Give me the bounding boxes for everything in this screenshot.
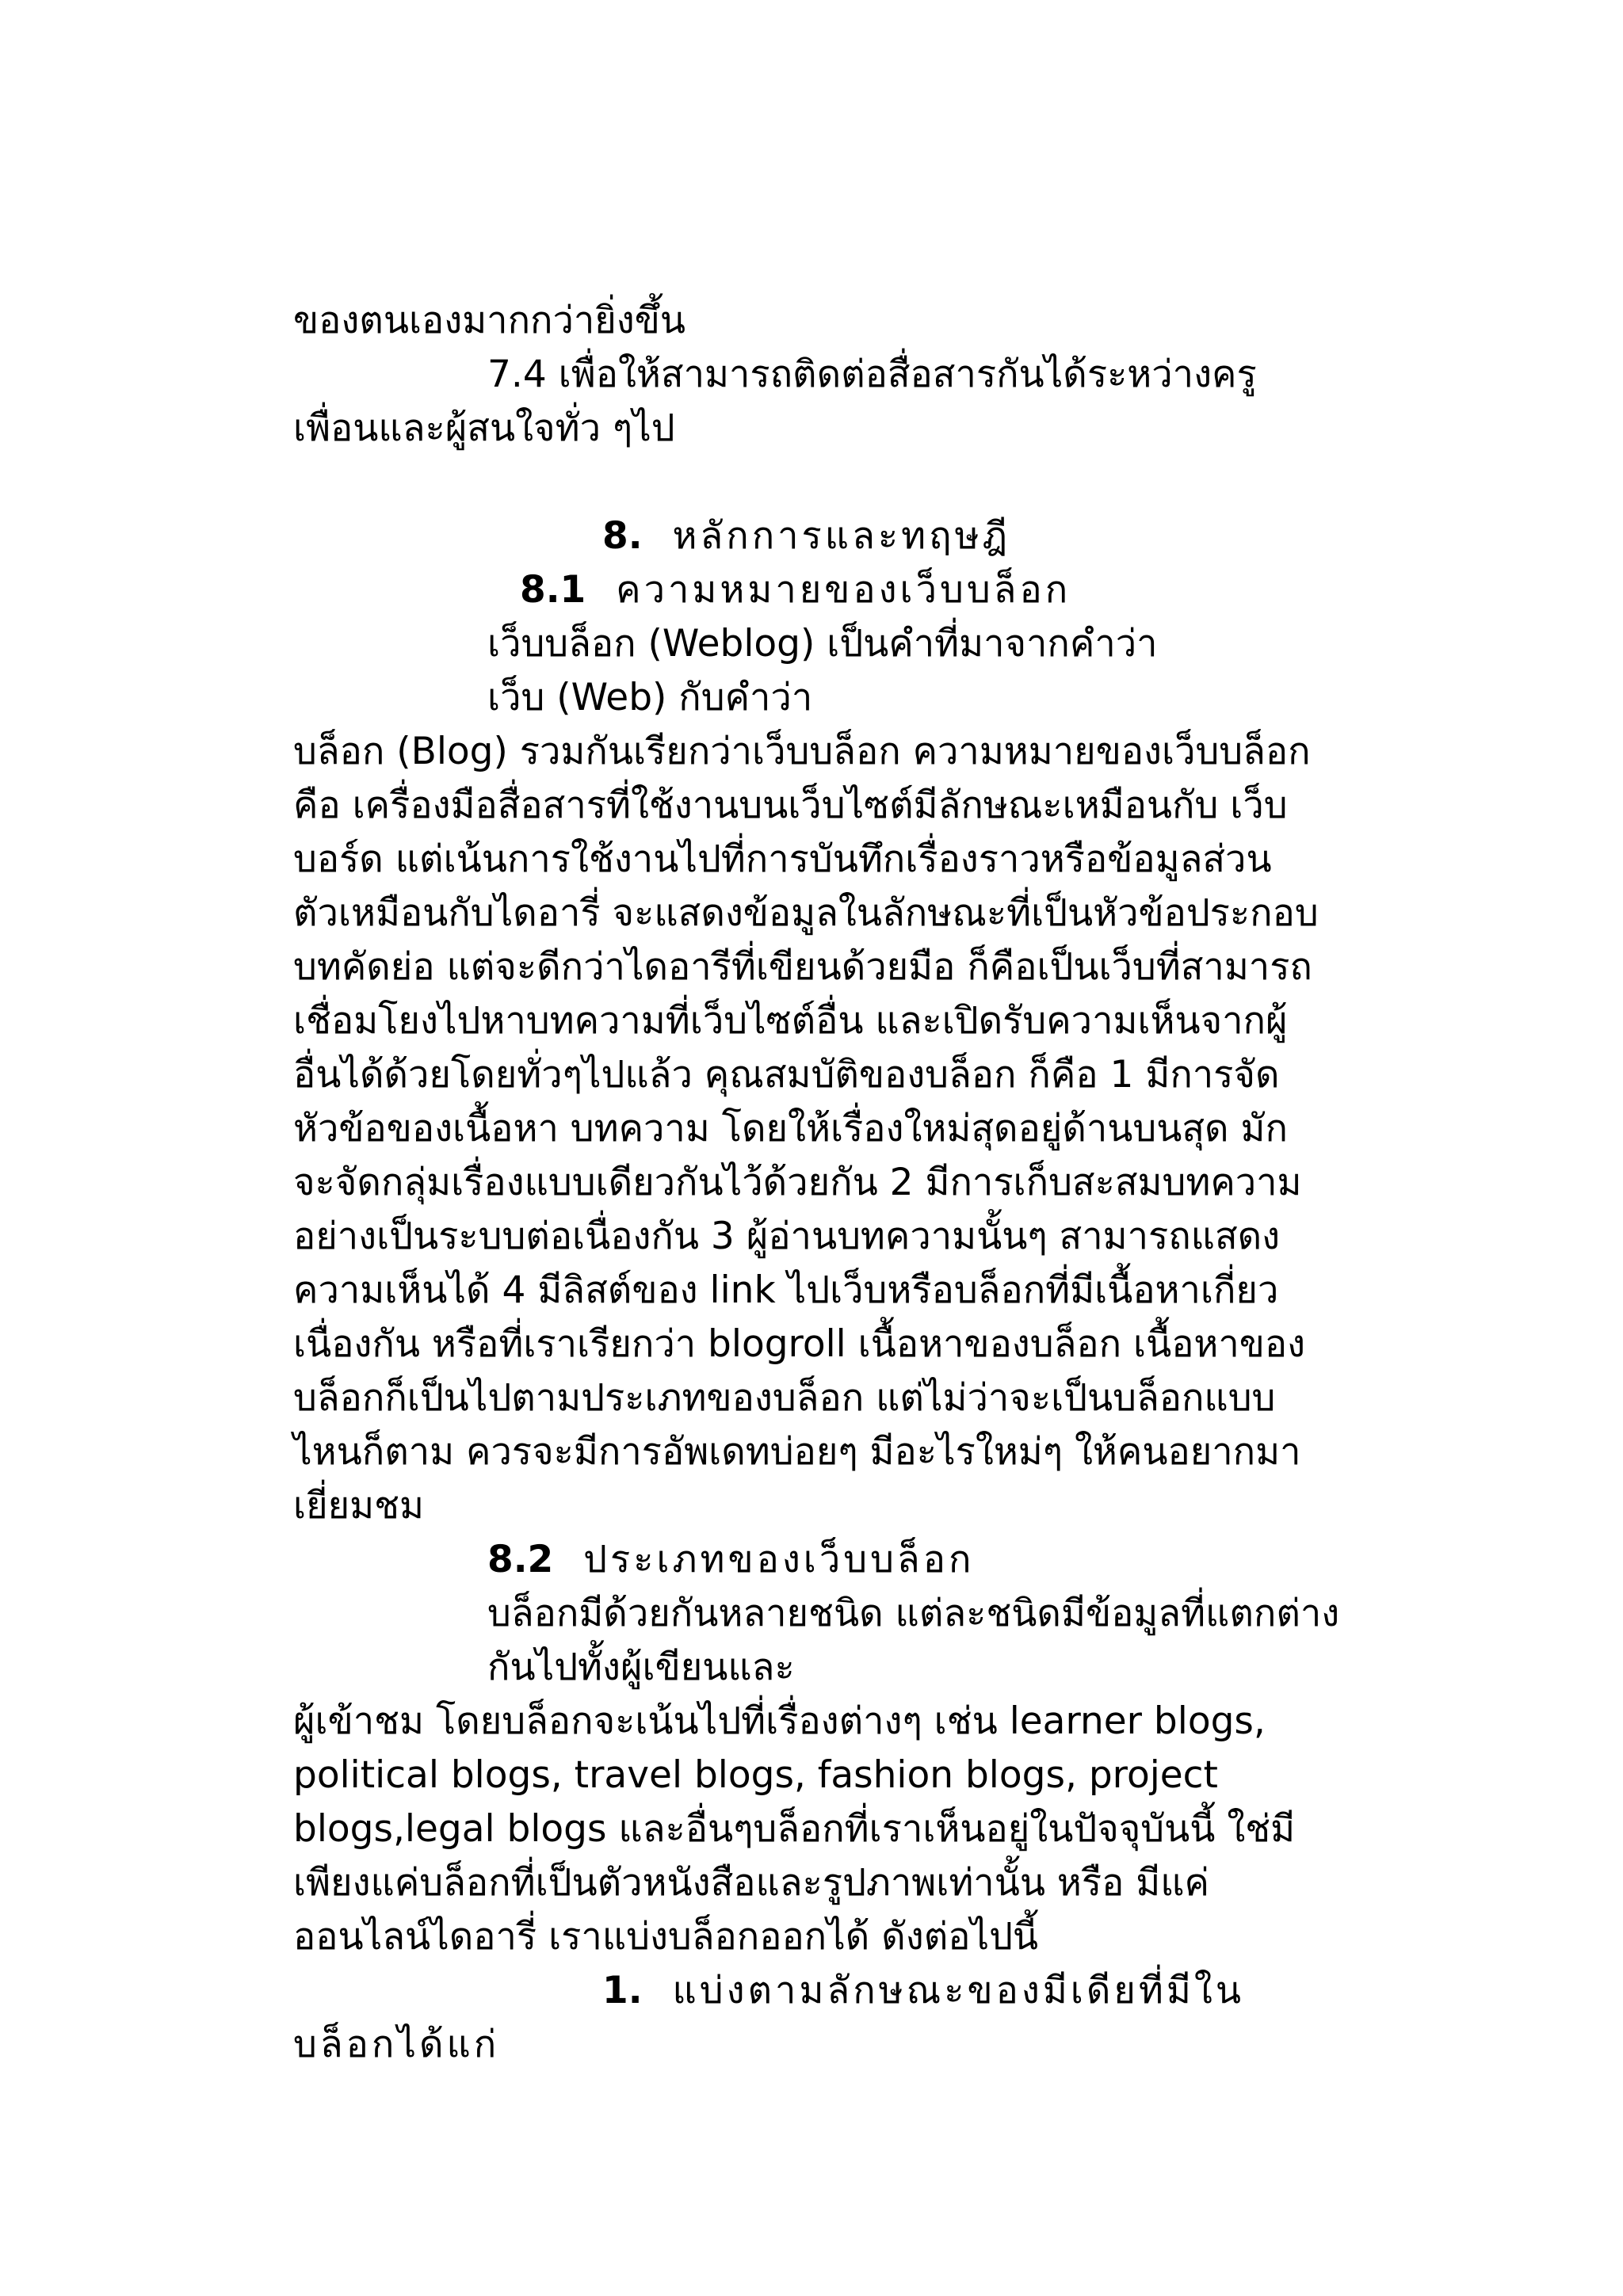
text-line: บล็อก (Blog) รวมกันเรียกว่าเว็บบล็อก ความหมายของเว็บบล็อก (293, 730, 1311, 773)
subsection-heading (487, 1534, 974, 1586)
heading-number: 8.1 (520, 568, 586, 612)
text-line: บล็อกก็เป็นไปตามประเภทของบล็อก แต่ไม่ว่าจะเป็นบล็อกแบบ (293, 1376, 1276, 1420)
heading-number: 8. (602, 514, 643, 558)
heading-title: ความหมายของเว็บบล็อก (616, 568, 1071, 612)
heading-number: 8.2 (487, 1538, 554, 1581)
heading-title: ประเภทของเว็บบล็อก (583, 1538, 975, 1581)
text-line: หัวข้อของเนื้อหา บทความ โดยให้เรื่องใหม่สุดอยู่ด้านบนสุด มัก (293, 1107, 1288, 1150)
text-line: ตัวเหมือนกับไดอารี่ จะแสดงข้อมูลในลักษณะที่เป็นหัวข้อประกอบ (293, 891, 1319, 935)
text-line: อื่นได้ด้วยโดยทั่วๆไปแล้ว คุณสมบัติของบล็อก ก็คือ 1 มีการจัด (293, 1053, 1280, 1097)
text-line: กันไปทั้งผู้เขียนและ (487, 1646, 795, 1689)
text-line: blogs,legal blogs และอื่นๆบล็อกที่เราเห็นอยู่ในปัจจุบันนี้ ใช่มี (293, 1807, 1296, 1851)
text-line: ของตนเองมากกว่ายิ่งขึ้น (293, 299, 686, 342)
text-line: ออนไลน์ไดอารี่ เราแบ่งบล็อกออกได้ ดังต่อไปนี้ (293, 1915, 1039, 1958)
list-heading (602, 1965, 1244, 2017)
heading-title: หลักการและทฤษฎี (672, 514, 1011, 558)
text-line: ผู้เข้าชม โดยบล็อกจะเน้นไปที่เรื่องต่างๆ เช่น learner blogs, (293, 1699, 1266, 1743)
list-title: แบ่งตามลักษณะของมีเดียที่มีใน (672, 1969, 1244, 2012)
text-line: เว็บ (Web) กับคำว่า (487, 676, 813, 719)
text-line: political blogs, travel blogs, fashion blogs, project (293, 1753, 1218, 1797)
text-line: ไหนก็ตาม ควรจะมีการอัพเดทบ่อยๆ มีอะไรใหม่ๆ ให้คนอยากมา (293, 1430, 1301, 1474)
text-line: เพื่อนและผู้สนใจทั่ว ๆไป (293, 406, 675, 450)
text-line: 7.4 เพื่อให้สามารถติดต่อสื่อสารกันได้ระหว่างครู (487, 353, 1257, 396)
text-line: อย่างเป็นระบบต่อเนื่องกัน 3 ผู้อ่านบทความนั้นๆ สามารถแสดง (293, 1215, 1281, 1258)
text-line: คือ เครื่องมือสื่อสารที่ใช้งานบนเว็บไซต์มีลักษณะเหมือนกับ เว็บ (293, 784, 1288, 827)
text-line: เยี่ยมชม (293, 1484, 425, 1527)
text-line: บล็อกมีด้วยกันหลายชนิด แต่ละชนิดมีข้อมูลที่แตกต่าง (487, 1592, 1340, 1635)
text-line: จะจัดกลุ่มเรื่องแบบเดียวกันไว้ด้วยกัน 2 มีการเก็บสะสมบทความ (293, 1161, 1302, 1204)
text-line: ความเห็นได้ 4 มีลิสต์ของ link ไปเว็บหรือบล็อกที่มีเนื้อหาเกี่ยว (293, 1268, 1279, 1312)
list-number: 1. (602, 1969, 643, 2012)
text-line: เชื่อมโยงไปหาบทความที่เว็บไซต์อื่น และเปิดรับความเห็นจากผู้ (293, 999, 1288, 1043)
subsection-heading (520, 564, 1071, 616)
text-line: เนื่องกัน หรือที่เราเรียกว่า blogroll เนื้อหาของบล็อก เนื้อหาของ (293, 1322, 1306, 1366)
text-line: เพียงแค่บล็อกที่เป็นตัวหนังสือและรูปภาพเท่านั้น หรือ มีแค่ (293, 1861, 1209, 1905)
text-line: บอร์ด แต่เน้นการใช้งานไปที่การบันทึกเรื่องราวหรือข้อมูลส่วน (293, 837, 1272, 881)
section-heading (602, 510, 1010, 563)
text-line: บทคัดย่อ แต่จะดีกว่าไดอารีที่เขียนด้วยมือ ก็คือเป็นเว็บที่สามารถ (293, 945, 1312, 989)
text-line: เว็บบล็อก (Weblog) เป็นคำที่มาจากคำว่า (487, 622, 1158, 666)
text-line: บล็อกได้แก่ (293, 2023, 500, 2066)
